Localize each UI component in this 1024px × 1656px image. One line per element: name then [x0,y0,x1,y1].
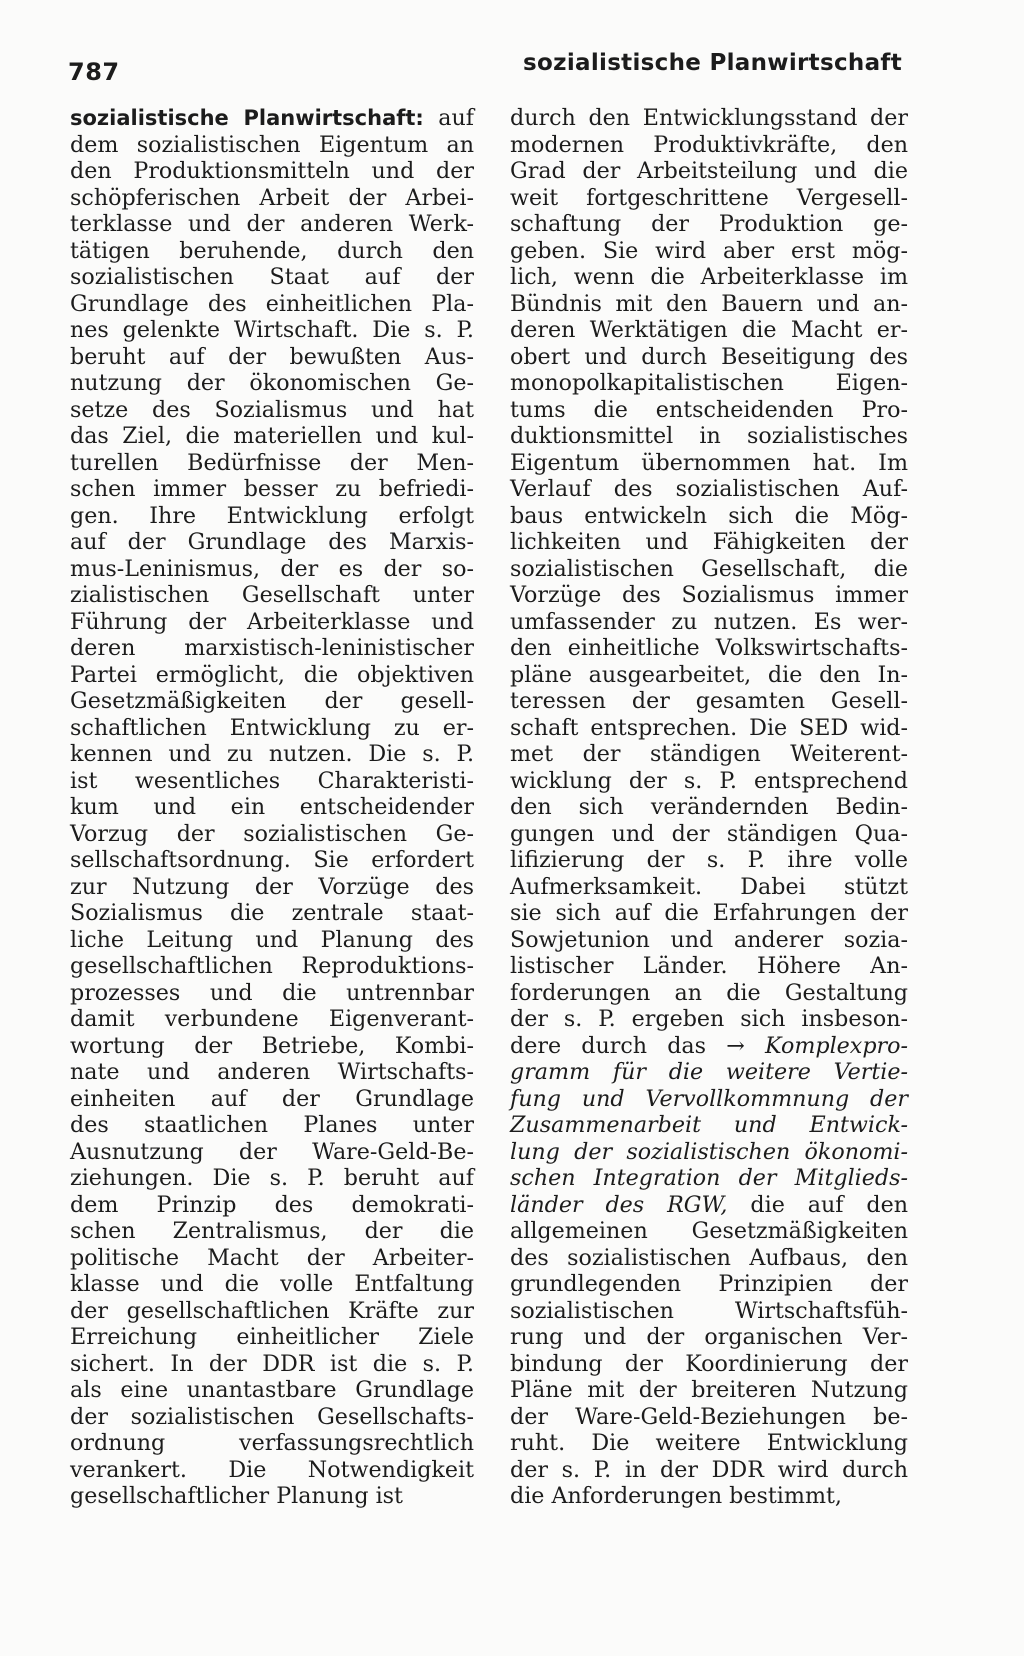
text-line: turellen Bedürfnisse der Men- [70,449,474,476]
text-line: der gesellschaftlichen Kräfte zur [70,1297,474,1324]
text-line: weit fortgeschrittene Vergesell- [510,184,908,211]
entry-first-line-rest: auf [423,105,474,131]
text-line: umfassender zu nutzen. Es wer- [510,608,908,635]
text-line: deren marxistisch-leninistischer [70,635,474,661]
text-line: gesellschaftlicher Planung ist [70,1483,403,1509]
text-line: gen. Ihre Entwicklung erfolgt [70,502,474,529]
text-line: Sozialismus die zentrale staat- [70,900,474,926]
text-line: duktionsmittel in sozialistisches [510,423,908,449]
text-line: teressen der gesamten Gesell- [510,688,908,714]
cross-reference-arrow-icon: → [726,1032,745,1059]
cross-reference-text: Zusammenarbeit und Entwick- [510,1112,908,1138]
text-line: kennen und zu nutzen. Die s. P. [70,741,474,767]
text-line: schaftung der Produktion ge- [510,211,908,237]
text-line: prozesses und die untrennbar [70,979,474,1006]
text-line: forderungen an die Gestaltung [510,979,908,1006]
text-line: sozialistischen Staat auf der [70,264,474,290]
text-line: bindung der Koordinierung der [510,1350,908,1377]
text-line: ruht. Die weitere Entwicklung [510,1430,908,1456]
text-line: geben. Sie wird aber erst mög- [510,237,908,264]
text-line: Verlauf des sozialistischen Auf- [510,476,908,502]
text-line: klasse und die volle Entfaltung [70,1271,474,1297]
text-line: kum und ein entscheidender [70,794,474,820]
text-line: nes gelenkte Wirtschaft. Die s. P. [70,317,474,343]
text-line: das Ziel, die materiellen und kul- [70,423,474,449]
text-line: damit verbundene Eigenverant- [70,1006,474,1032]
text-line: Vorzüge des Sozialismus immer [510,582,908,608]
text-line: rung und der organischen Ver- [510,1324,908,1350]
text-line: der s. P. ergeben sich insbeson- [510,1006,908,1032]
text-line: des staatlichen Planes unter [70,1112,474,1138]
text-line: deren Werktätigen die Macht er- [510,317,908,343]
text-line: Sowjetunion und anderer sozia- [510,926,908,953]
text-line: Aufmerksamkeit. Dabei stützt [510,873,908,900]
text-line: gungen und der ständigen Qua- [510,820,908,847]
text-line: baus entwickeln sich die Mög- [510,502,908,529]
text-line: als eine unantastbare Grundlage [70,1377,474,1403]
text-line: Pläne mit der breiteren Nutzung [510,1377,908,1403]
cross-reference-text: schen Integration der Mitglieds- [510,1165,908,1191]
text-line: sellschaftsordnung. Sie erfordert [70,847,474,873]
cross-reference-text: länder des RGW, [510,1191,728,1218]
right-column [510,105,908,1510]
text-line: grundlegenden Prinzipien der [510,1271,908,1297]
cross-reference-text: gramm für die weitere Vertie- [510,1059,908,1085]
text-line: tätigen beruhende, durch den [70,237,474,264]
text-line: schaft entsprechen. Die SED wid- [510,714,908,741]
text-line: schaftlichen Entwicklung zu er- [70,714,474,741]
cross-reference-line [510,1192,908,1219]
text-line: den sich verändernden Bedin- [510,794,908,820]
text-line: Eigentum übernommen hat. Im [510,449,908,476]
page-number: 787 [68,58,120,86]
running-head: sozialistische Planwirtschaft [523,50,902,76]
text-line: ist wesentliches Charakteristi- [70,767,474,794]
text-line: ziehungen. Die s. P. beruht auf [70,1165,474,1191]
text-line: Vorzug der sozialistischen Ge- [70,820,474,847]
text-line: zialistischen Gesellschaft unter [70,582,474,608]
left-column [70,105,474,1510]
text-line: mus-Leninismus, der es der so- [70,555,474,582]
text-line: ordnung verfassungsrechtlich [70,1430,474,1456]
text-line: Grad der Arbeitsteilung und die [510,158,908,184]
text-line: listischer Länder. Höhere An- [510,953,908,979]
text-line: monopolkapitalistischen Eigen- [510,370,908,396]
text-line: Ausnutzung der Ware-Geld-Be- [70,1138,474,1165]
text-line: lifizierung der s. P. ihre volle [510,847,908,873]
text-line: schen immer besser zu befriedi- [70,476,474,502]
text-line: wicklung der s. P. entsprechend [510,767,908,794]
text-line: den einheitliche Volkswirtschafts- [510,635,908,661]
text-line: den Produktionsmitteln und der [70,158,474,184]
text-line: beruht auf der bewußten Aus- [70,343,474,370]
text-line: gesellschaftlichen Reproduktions- [70,953,474,979]
text-line: durch den Entwicklungsstand der [510,105,908,131]
text-line: wortung der Betriebe, Kombi- [70,1032,474,1059]
text-line: sichert. In der DDR ist die s. P. [70,1350,474,1377]
text-line: setze des Sozialismus und hat [70,396,474,423]
cross-reference-text: lung der sozialistischen ökonomi- [510,1138,908,1165]
text-line: pläne ausgearbeitet, die den In- [510,661,908,688]
text-line: sie sich auf die Erfahrungen der [510,900,908,926]
text-line: Erreichung einheitlicher Ziele [70,1324,474,1350]
entry-lemma: sozialistische Planwirtschaft: [70,106,424,130]
entry-first-line [70,105,474,132]
text-line: des sozialistischen Aufbaus, den [510,1244,908,1271]
text-line: Führung der Arbeiterklasse und [70,608,474,635]
text-line: nate und anderen Wirtschafts- [70,1059,474,1085]
text-line: dem Prinzip des demokrati- [70,1191,474,1218]
text-line: der s. P. in der DDR wird durch [510,1456,908,1483]
text-line: verankert. Die Notwendigkeit [70,1456,474,1483]
text-fragment: die auf den [727,1191,908,1218]
text-line: sozialistischen Gesellschaft, die [510,555,908,582]
text-line: politische Macht der Arbeiter- [70,1244,474,1271]
text-line: schöpferischen Arbeit der Arbei- [70,184,474,211]
text-line: der sozialistischen Gesellschafts- [70,1403,474,1430]
text-fragment: dere durch das [510,1032,727,1059]
text-line: Grundlage des einheitlichen Pla- [70,290,474,317]
cross-reference-text: Komplexpro- [744,1032,908,1059]
text-line: sozialistischen Wirtschaftsfüh- [510,1297,908,1324]
cross-reference-line [510,1033,908,1060]
text-line: nutzung der ökonomischen Ge- [70,370,474,396]
cross-reference-text: fung und Vervollkommnung der [510,1085,908,1112]
text-line: tums die entscheidenden Pro- [510,396,908,423]
text-line: dem sozialistischen Eigentum an [70,131,474,158]
text-line: Gesetzmäßigkeiten der gesell- [70,688,474,714]
text-line: lich, wenn die Arbeiterklasse im [510,264,908,290]
text-line: terklasse und der anderen Werk- [70,211,474,237]
text-line: lichkeiten und Fähigkeiten der [510,529,908,555]
text-line: obert und durch Beseitigung des [510,343,908,370]
text-line: allgemeinen Gesetzmäßigkeiten [510,1218,908,1244]
text-line: liche Leitung und Planung des [70,926,474,953]
text-line: Partei ermöglicht, die objektiven [70,661,474,688]
text-line: schen Zentralismus, der die [70,1218,474,1244]
text-line: der Ware-Geld-Beziehungen be- [510,1403,908,1430]
text-line: zur Nutzung der Vorzüge des [70,873,474,900]
text-line: einheiten auf der Grundlage [70,1085,474,1112]
text-line: auf der Grundlage des Marxis- [70,529,474,555]
text-line: modernen Produktivkräfte, den [510,131,908,158]
text-line: die Anforderungen bestimmt, [510,1483,842,1509]
text-line: Bündnis mit den Bauern und an- [510,290,908,317]
text-line: met der ständigen Weiterent- [510,741,908,767]
